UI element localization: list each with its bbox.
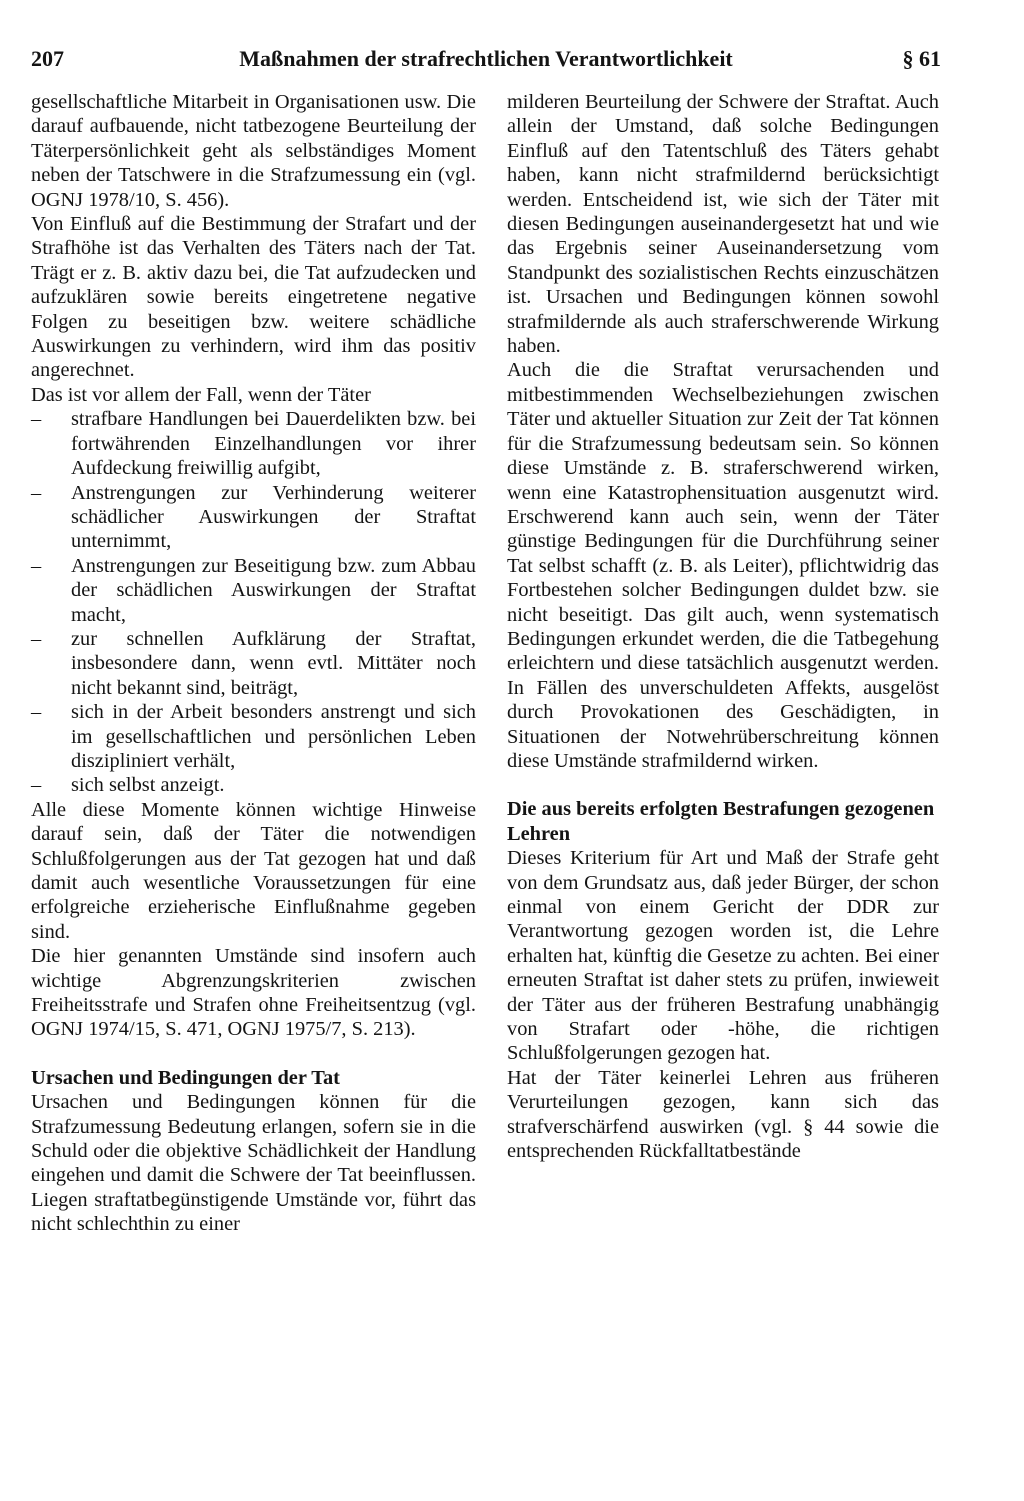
page-header — [31, 42, 941, 76]
page-number: 207 — [31, 46, 64, 71]
list-item: – strafbare Handlungen bei Dauerdelikten bzw. bei fortwährenden Einzelhandlungen vor ihrer Aufdeckung freiwillig aufgibt, — [31, 408, 476, 480]
paragraph: Ursachen und Bedingungen können für die Strafzumessung Bedeutung erlangen, sofern sie in die Schuld oder die objektive Schädlichkeit der Handlung eingehen und damit die Schwere der Tat beeinflussen. Liegen straftatbegünstigende Umstände vor, führt das nicht schlechthin zu einer — [31, 1091, 476, 1236]
list-item: – Anstrengungen zur Beseitigung bzw. zum Abbau der schädlichen Auswirkungen der Straftat macht, — [31, 554, 476, 626]
list-item: – sich in der Arbeit besonders anstrengt und sich im gesellschaftlichen und persönlichen Leben diszipliniert verhält, — [31, 701, 476, 772]
dash-marker: – — [31, 701, 42, 724]
list-item: – Anstrengungen zur Verhinderung weiterer schädlicher Auswirkungen der Straftat unternimmt, — [31, 481, 476, 553]
dash-marker: – — [31, 627, 42, 650]
running-title: Maßnahmen der strafrechtlichen Verantwortlichkeit — [239, 46, 733, 71]
paragraph: Das ist vor allem der Fall, wenn der Täter — [31, 383, 371, 406]
left-column — [31, 90, 476, 1237]
section-heading: Ursachen und Bedingungen der Tat — [31, 1066, 340, 1089]
section-marker: § 61 — [902, 46, 941, 71]
dash-marker: – — [31, 554, 42, 577]
paragraph: gesellschaftliche Mitarbeit in Organisationen usw. Die darauf aufbauende, nicht tatbezogene Beurteilung der Täterpersönlichkeit geht als selbständiges Moment neben der Tatschwere in die Strafzumessung ein (vgl. OGNJ 1978/10, S. 456). — [31, 91, 476, 211]
list-item: – zur schnellen Aufklärung der Straftat, insbesondere dann, wenn evtl. Mittäter noch nicht bekannt sind, beiträgt, — [31, 627, 476, 699]
paragraph: milderen Beurteilung der Schwere der Straftat. Auch allein der Umstand, daß solche Bedingungen Einfluß auf den Tatentschluß des Täters gehabt haben, kann nicht strafmildernd berücksichtigt werden. Entscheidend ist, wie sich der Täter mit diesen Bedingungen auseinandergesetzt hat und wie das Ergebnis seiner Auseinandersetzung vom Standpunkt des sozialistischen Rechts einzuschätzen ist. Ursachen und Bedingungen können sowohl strafmildernde als auch straferschwerende Wirkung haben. — [507, 91, 939, 358]
paragraph: Hat der Täter keinerlei Lehren aus früheren Verurteilungen gezogen, kann sich das strafverschärfend auswirken (vgl. § 44 sowie die entsprechenden Rückfalltatbestände — [507, 1066, 939, 1163]
section-heading: Die aus bereits erfolgten Bestrafungen gezogenen Lehren — [507, 798, 935, 845]
dash-marker: – — [31, 408, 42, 431]
dash-marker: – — [31, 481, 42, 504]
paragraph: Dieses Kriterium für Art und Maß der Strafe geht von dem Grundsatz aus, daß jeder Bürger, der schon einmal von einem Gericht der DDR zur Verantwortung gezogen worden ist, die Lehre erhalten hat, künftig die Gesetze zu achten. Bei einer erneuten Straftat ist daher stets zu prüfen, inwieweit der Täter aus der früheren Bestrafung unabhängig von Strafart oder -höhe, die richtigen Schlußfolgerungen gezogen hat. — [507, 847, 939, 1065]
dash-marker: – — [31, 774, 42, 797]
paragraph: Auch die die Straftat verursachenden und mitbestimmenden Wechselbeziehungen zwischen Täter und aktueller Situation zur Zeit der Tat können für die Strafzumessung bedeutsam sein. So können diese Umstände z. B. straferschwerend wirken, wenn eine Katastrophensituation ausgenutzt wird. Erschwerend kann auch sein, wenn der Täter günstige Bedingungen für die Durchführung seiner Tat selbst schafft (z. B. als Leiter), pflichtwidrig das Fortbestehen solcher Bedingungen duldet bzw. sie nicht beseitigt. Das gilt auch, wenn systematisch Bedingungen erkundet werden, die die Tatbegehung erleichtern und diese tatsächlich ausgenutzt werden. In Fällen des unverschuldeten Affekts, ausgelöst durch Provokationen des Geschädigten, in Situationen der Notwehrüberschreitung können diese Umstände strafmildernd wirken. — [507, 359, 939, 772]
paragraph: Von Einfluß auf die Bestimmung der Strafart und der Strafhöhe ist das Verhalten des Täters nach der Tat. Trägt er z. B. aktiv dazu bei, die Tat aufzudecken und aufzuklären sowie bereits eingetretene negative Folgen zu beseitigen bzw. weitere schädliche Auswirkungen zu verhindern, wird ihm das positiv angerechnet. — [31, 213, 476, 382]
list-item: – sich selbst anzeigt. — [31, 774, 225, 797]
paragraph: Alle diese Momente können wichtige Hinweise darauf sein, daß der Täter die notwendigen Schlußfolgerungen aus der Tat gezogen hat und daß damit auch wesentliche Voraussetzungen für eine erfolgreiche erzieherische Einflußnahme gegeben sind. — [31, 798, 476, 943]
paragraph: Die hier genannten Umstände sind insofern auch wichtige Abgrenzungskriterien zwischen Freiheitsstrafe und Strafen ohne Freiheitsentzug (vgl. OGNJ 1974/15, S. 471, OGNJ 1975/7, S. 213). — [31, 945, 476, 1041]
right-column — [507, 90, 939, 1163]
